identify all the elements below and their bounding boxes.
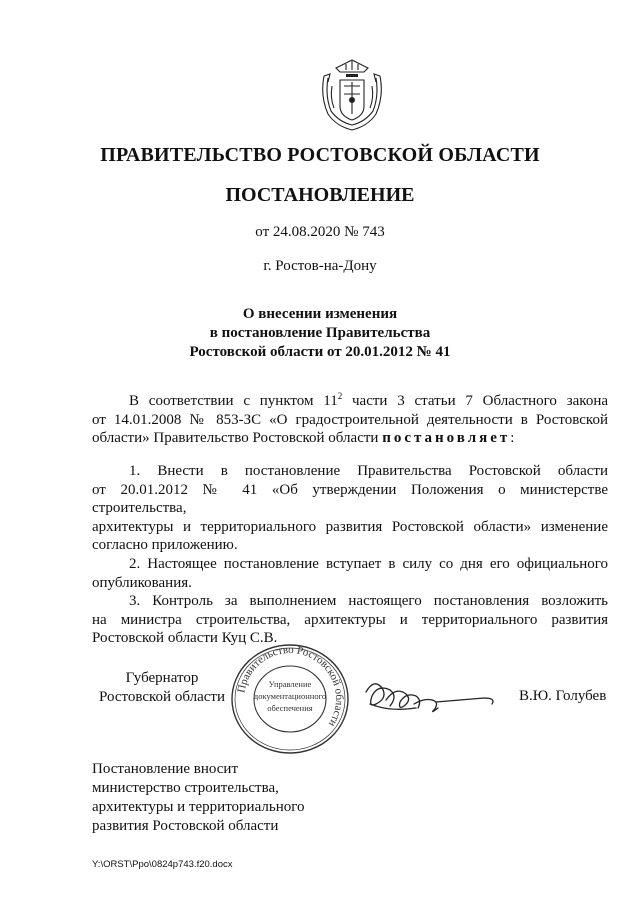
document-city: г. Ростов-на-Дону — [263, 258, 377, 274]
preamble — [92, 392, 608, 448]
item-3-line: на министра строительства, архитектуры и территориального развития — [92, 611, 608, 628]
document-subject: О внесении изменения в постановление Правительства Ростовской области от 20.01.2012 № 41 — [189, 306, 451, 360]
item-1-line: от 20.01.2012 № 41 «Об утверждении Положения о министерстве строительства, — [92, 481, 608, 517]
document-type: ПОСТАНОВЛЕНИЕ — [225, 184, 415, 206]
government-title: ПРАВИТЕЛЬСТВО РОСТОВСКОЙ ОБЛАСТИ — [100, 144, 540, 166]
item-1-line: 1. Внести в постановление Правительства Ростовской области — [129, 463, 608, 479]
item-1-line: архитектуры и территориального развития Ростовской области» изменение — [92, 518, 608, 535]
preamble-line: области» Правительство Ростовской области постановляет: — [92, 430, 515, 447]
svg-text:Правительство Ростовской облас: Правительство Ростовской области — [235, 643, 346, 729]
item-1-line: согласно приложению. — [92, 537, 238, 554]
svg-text:документационного: документационного — [253, 691, 327, 701]
signatory-name: В.Ю. Голубев — [519, 688, 607, 704]
decree-items — [92, 462, 608, 648]
svg-text:обеспечения: обеспечения — [267, 703, 313, 713]
document-date-number: от 24.08.2020 № 743 — [255, 224, 385, 240]
decree-word: постановляет — [382, 430, 511, 447]
item-3-line: Ростовской области Куц С.В. — [92, 630, 278, 647]
handwritten-signature — [360, 674, 500, 718]
preamble-line: В соответствии с пунктом $11^2$ части 3 статьи 7 Областного закона — [129, 391, 609, 409]
signatory-title: Губернатор Ростовской области — [99, 670, 225, 705]
item-3-line: 3. Контроль за выполнением настоящего постановления возложить — [129, 593, 608, 610]
item-2-line: 2. Настоящее постановление вступает в силу со дня его официального — [129, 555, 608, 572]
coat-of-arms-icon — [316, 56, 388, 132]
submitted-by: Постановление вносит министерство строительства, архитектуры и территориального развития Ростовской области — [92, 761, 305, 834]
file-path: Y:\ORST\Ppo\0824p743.f20.docx — [92, 859, 233, 870]
item-2-line: опубликования. — [92, 574, 192, 591]
preamble-line: от 14.01.2008 № 853-ЗС «О градостроительной деятельности в Ростовской — [92, 411, 608, 428]
svg-text:Управление: Управление — [268, 679, 312, 689]
official-stamp — [224, 640, 356, 758]
